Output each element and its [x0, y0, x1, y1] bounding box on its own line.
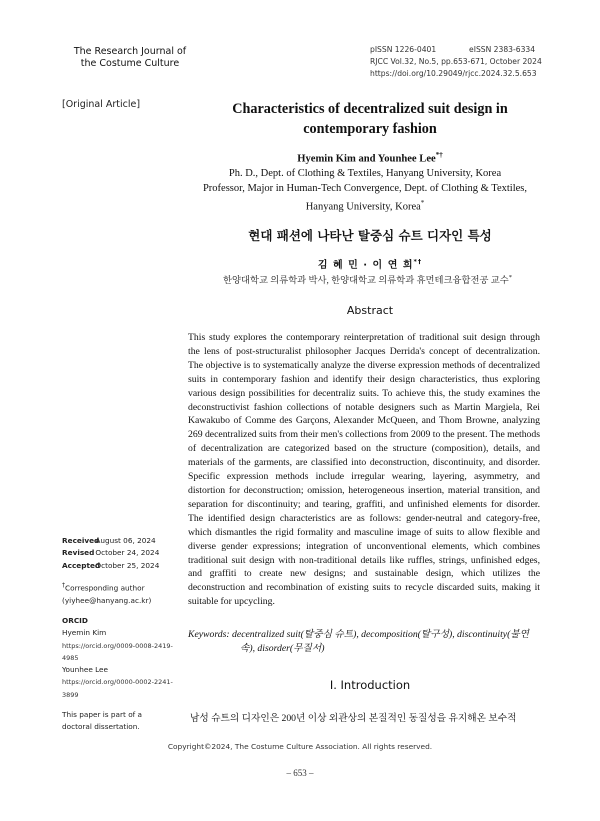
- pissn: pISSN 1226-0401: [370, 45, 437, 54]
- article-info-sidebar: [62, 535, 182, 734]
- paper-title: [190, 99, 550, 139]
- paper-title-line2: contemporary fashion: [303, 121, 437, 137]
- issn-block: [370, 44, 550, 80]
- paper-title-line1: Characteristics of decentralized suit design in: [232, 101, 508, 117]
- affiliation-line: Ph. D., Dept. of Clothing & Textiles, Hanyang University, Korea: [228, 168, 502, 179]
- korean-affiliation: 한양대학교 의류학과 박사, 한양대학교 의류학과 휴먼테크융합전공 교수*: [223, 273, 512, 286]
- received-date: August 06, 2024: [95, 536, 156, 545]
- accepted-date: October 25, 2024: [95, 560, 160, 570]
- intro-first-line: 남성 슈트의 디자인은 200년 이상 외관상의 본질적인 동질성을 유지해온 보수적: [190, 713, 517, 724]
- korean-title: 현대 패션에 나타난 탈중심 슈트 디자인 특성: [248, 228, 492, 243]
- eissn: eISSN 2383-6334: [469, 45, 536, 54]
- affiliation-line: Professor, Major in Human-Tech Convergence, Dept. of Clothing & Textiles,: [202, 183, 528, 194]
- authors-mark: *†: [435, 151, 443, 159]
- journal-name-line1: The Research Journal of: [73, 46, 187, 57]
- intro-heading: I. Introduction: [329, 678, 411, 692]
- keywords-text: decentralized suit(탈중심 슈트), decomposition(탈구성), discontinuity(불연속), disorder(무질서): [232, 629, 530, 654]
- abstract-heading: Abstract: [346, 304, 394, 317]
- authors: [190, 151, 550, 165]
- keywords-label: Keywords:: [188, 629, 230, 640]
- dissertation-note: doctoral dissertation.: [62, 722, 140, 732]
- orcid-name: Hyemin Kim: [62, 628, 107, 638]
- accepted-label: Accepted: [62, 560, 101, 570]
- affiliations: [180, 166, 550, 215]
- received-label: Received: [62, 536, 100, 545]
- page-number: – 653 –: [286, 768, 314, 778]
- korean-authors-mark: *†: [413, 257, 423, 266]
- orcid-label: ORCID: [62, 615, 88, 625]
- journal-name: [60, 46, 200, 70]
- korean-authors: 김 혜 민 · 이 연 희*†: [317, 257, 423, 271]
- orcid-name: Younhee Lee: [62, 665, 109, 675]
- revised-label: Revised: [62, 548, 95, 558]
- revised-date: October 24, 2024: [95, 548, 160, 558]
- affiliation-mark: *: [420, 199, 425, 207]
- orcid-link[interactable]: https://orcid.org/0000-0002-2241-3899: [62, 678, 173, 699]
- abstract-text: This study explores the contemporary reinterpretation of traditional suit design through the lens of post-structuralist philosopher Jacques Derrida's concept of decentralization. The objective is to systematically analyze the diverse expression methods of decentralized suits in contemporary fashion and identify their design characteristics, thus exploring various design possibilities for decentraliz suits. To achieve this, the study examines the deconstructivist fashion collections of notable designers such as Martin Margiela, Rei Kawakubo of Comme des Garçons, Alexander McQueen, and Thom Browne, analyzing 269 decentralized suits from their men's collections from 2009 to the present. The methods of decentralization are categorized based on the structure (composition), details, and materials of the garments, are classified into deconstruction, discontinuity, and disorder. Specific expression methods include irregular wearing, layering, asymmetry, and distortion for deconstruction; omission, heterogeneous insertion, material transition, and separation for discontinuity; and tearing, graffiti, and unfinished elements for disorder. The identified design characteristics are as follows: gender-neutral and category-free, which dismantles the rigid formality and masculine image of suits to allow flexible and diverse gender expressions; integration of unconventional elements, which combines traditional suit design with non-traditional details like ruffles, strings, unfinished edges, and graffiti to create new designs; and sustainable design, which utilizes the deconstruction and recombination of existing suits to recycle discarded suits, making it suitable for upcycling.: [188, 332, 540, 608]
- corresponding-mark: †: [62, 581, 66, 589]
- doi-link[interactable]: https://doi.org/10.29049/rjcc.2024.32.5.653: [370, 69, 537, 78]
- korean-affiliation-mark: *: [508, 273, 512, 281]
- copyright: Copyright©2024, The Costume Culture Association. All rights reserved.: [167, 742, 433, 751]
- journal-name-line2: the Costume Culture: [80, 58, 180, 69]
- article-type: [Original Article]: [62, 99, 141, 110]
- citation: RJCC Vol.32, No.5, pp.653-671, October 2024: [370, 57, 542, 66]
- corresponding-email[interactable]: (yiyhee@hanyang.ac.kr): [62, 595, 152, 605]
- orcid-link[interactable]: https://orcid.org/0009-0008-2419-4985: [62, 641, 173, 662]
- affiliation-line: Hanyang University, Korea*: [305, 199, 425, 213]
- authors-names: Hyemin Kim and Younhee Lee: [297, 153, 436, 165]
- corresponding-label: Corresponding author: [65, 583, 145, 593]
- dissertation-note: This paper is part of a: [62, 709, 143, 719]
- keywords: [188, 628, 540, 656]
